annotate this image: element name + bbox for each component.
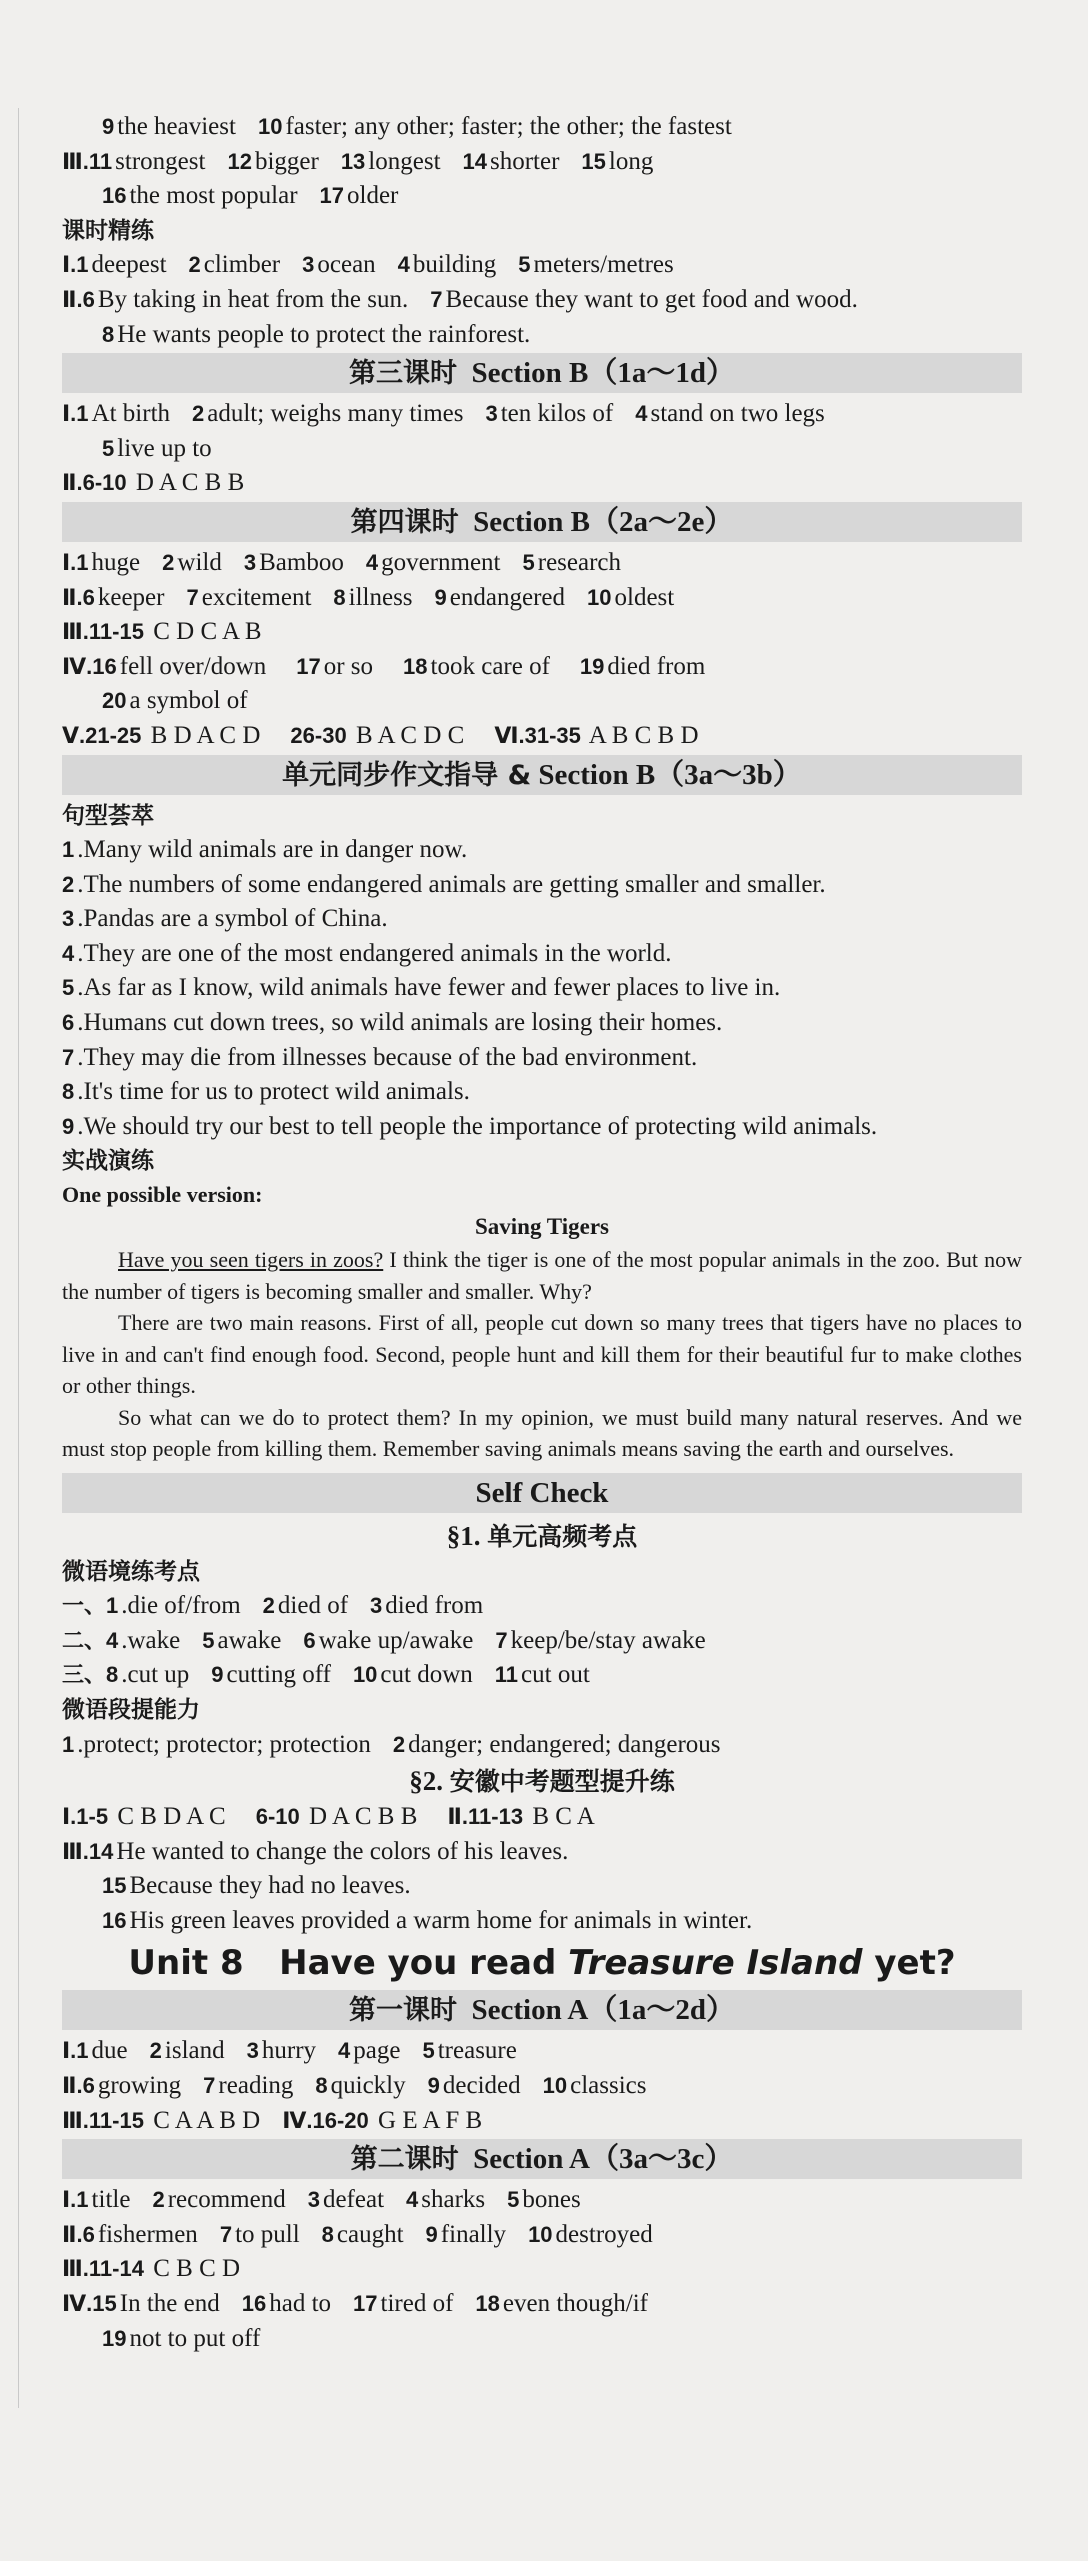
essay-paragraph: So what can we do to protect them? In my opinion, we must build many natural reserves. And we must stop people from killing them. Remember saving animals means saving the earth and ourselves. (62, 1404, 1022, 1462)
answer-line: Ⅰ.1 deepest 2 climber 3 ocean 4 building 5 meters/metres (62, 251, 674, 279)
answer-line: Ⅲ.14 He wanted to change the colors of his leaves. (62, 1837, 569, 1865)
answer-content (62, 110, 1022, 2356)
margin-rule (18, 108, 19, 2408)
answer-line: Ⅳ.15 In the end 16 had to 17 tired of 18 even though/if (62, 2290, 648, 2318)
sentence-item: 4 .They are one of the most endangered animals in the world. (62, 939, 672, 967)
answer-line: Ⅳ.16 fell over/down 17 or so 18 took care of 19 died from (62, 652, 706, 680)
subheading: 实战演练 (62, 1148, 154, 1175)
sentence-item: 5 .As far as I know, wild animals have fewer and fewer places to live in. (62, 974, 781, 1002)
essay-paragraph: There are two main reasons. First of all, people cut down so many trees that tigers have no places to live in and can't find enough food. Second, people hunt and kill them for their beautiful fur to make clothes or other things. (62, 1310, 1022, 1399)
answer-line: Ⅰ.1 At birth 2 adult; weighs many times 3 ten kilos of 4 stand on two legs (62, 400, 825, 428)
subheading: 微语境练考点 (62, 1558, 200, 1585)
section-header-band: 第四课时 Section B（2a～2e） (62, 502, 1022, 542)
section-subheading: §1. 单元高频考点 (446, 1520, 638, 1551)
answer-line: 20 a symbol of (102, 687, 248, 715)
answer-line: Ⅲ.11-14 C B C D (62, 2255, 241, 2283)
sentence-item: 9 .We should try our best to tell people the importance of protecting wild animals. (62, 1112, 878, 1140)
section-header-band: 第二课时 Section A（3a～3c） (62, 2139, 1022, 2179)
answer-line: Ⅱ.6 growing 7 reading 8 quickly 9 decided 10 classics (62, 2072, 647, 2100)
model-essay (62, 1179, 1022, 1465)
essay-lead: One possible version: (62, 1182, 263, 1208)
sentence-item: 2 .The numbers of some endangered animals are getting smaller and smaller. (62, 870, 826, 898)
sentence-item: 6 .Humans cut down trees, so wild animals are losing their homes. (62, 1009, 723, 1037)
answer-line: Ⅱ.6 By taking in heat from the sun. 7 Because they want to get food and wood. (62, 285, 858, 313)
answer-line: 19 not to put off (102, 2324, 261, 2352)
answer-line: Ⅲ.11 strongest 12 bigger 13 longest 14 shorter 15 long (62, 147, 654, 175)
answer-line: Ⅰ.1 due 2 island 3 hurry 4 page 5 treasure (62, 2037, 517, 2065)
sentence-item: 1 .Many wild animals are in danger now. (62, 836, 468, 864)
section-subheading: §2. 安徽中考题型提升练 (409, 1766, 675, 1797)
answer-line: 8 He wants people to protect the rainforest. (102, 320, 531, 348)
answer-line: Ⅰ.1-5 C B D A C 6-10 D A C B B Ⅱ.11-13 B C A (62, 1803, 595, 1831)
answer-line: Ⅰ.1 huge 2 wild 3 Bamboo 4 government 5 research (62, 548, 622, 576)
answer-line: Ⅱ.6 fishermen 7 to pull 8 caught 9 finally 10 destroyed (62, 2220, 653, 2248)
answer-line: 二、4 .wake 5 awake 6 wake up/awake 7 keep/be/stay awake (62, 1626, 706, 1654)
section-header-band: 单元同步作文指导 & Section B（3a～3b） (62, 755, 1022, 795)
answer-line: Ⅰ.1 title 2 recommend 3 defeat 4 sharks 5 bones (62, 2186, 581, 2214)
section-header-band: 第一课时 Section A（1a～2d） (62, 1990, 1022, 2030)
answer-line: 三、8 .cut up 9 cutting off 10 cut down 11 cut out (62, 1661, 590, 1689)
answer-line: Ⅲ.11-15 C A A B D Ⅳ.16-20 G E A F B (62, 2106, 483, 2134)
answer-line: Ⅱ.6-10 D A C B B (62, 469, 245, 497)
answer-line: 16 His green leaves provided a warm home for animals in winter. (102, 1906, 753, 1934)
essay-paragraph: Have you seen tigers in zoos? I think the tiger is one of the most popular animals in the zoo. But now the number of tigers is becoming smaller and smaller. Why? (62, 1247, 1022, 1304)
essay-title: Saving Tigers (475, 1213, 609, 1239)
answer-line: 9 the heaviest 10 faster; any other; faster; the other; the fastest (102, 113, 732, 140)
sentence-item: 3 .Pandas are a symbol of China. (62, 905, 388, 933)
answer-line: 1 .protect; protector; protection 2 danger; endangered; dangerous (62, 1730, 721, 1758)
subheading: 微语段提能力 (62, 1696, 200, 1723)
answer-line: Ⅲ.11-15 C D C A B (62, 618, 262, 646)
underlined-sentence: Have you seen tigers in zoos? (118, 1247, 384, 1273)
answer-line: Ⅱ.6 keeper 7 excitement 8 illness 9 endangered 10 oldest (62, 583, 675, 611)
answer-line: 一、1 .die of/from 2 died of 3 died from (62, 1592, 484, 1620)
sentence-item: 8 .It's time for us to protect wild animals. (62, 1078, 470, 1106)
section-header-band: 第三课时 Section B（1a～1d） (62, 353, 1022, 393)
section-header-band: Self Check (62, 1473, 1022, 1513)
answer-line: 5 live up to (102, 434, 212, 462)
sentence-item: 7 .They may die from illnesses because of the bad environment. (62, 1043, 698, 1071)
answer-line: 16 the most popular 17 older (102, 182, 399, 210)
subheading: 句型荟萃 (62, 802, 154, 829)
subheading: 课时精练 (62, 217, 154, 244)
unit-title: Unit 8 Have you read Treasure Island yet? (128, 1943, 956, 1984)
answer-line: Ⅴ.21-25 B D A C D 26-30 B A C D C Ⅵ.31-35 A B C B D (62, 721, 699, 749)
answer-line: 15 Because they had no leaves. (102, 1872, 411, 1900)
